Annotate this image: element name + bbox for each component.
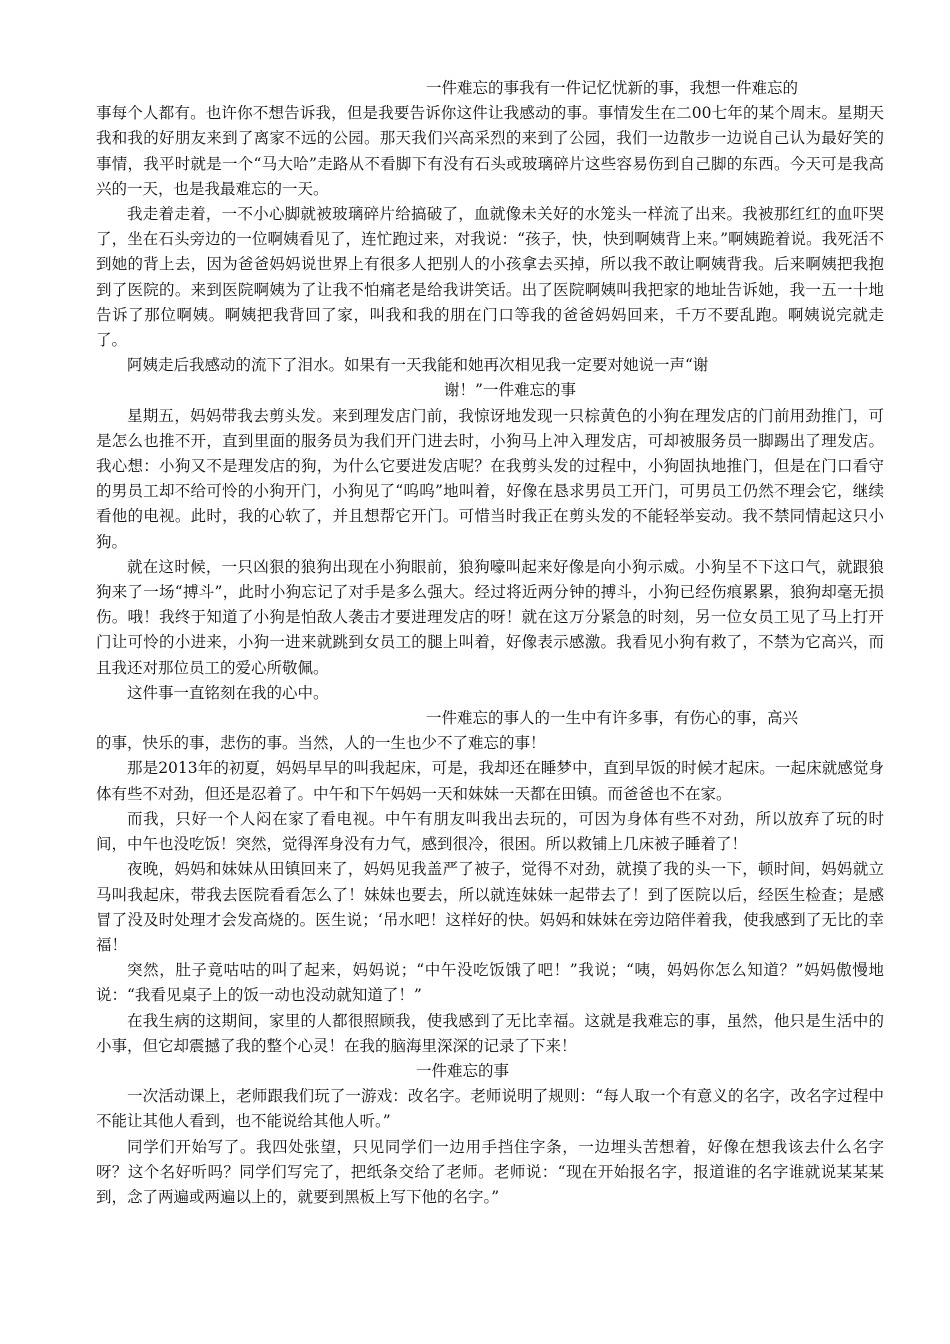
essay-2-lead: 谢！”一件难忘的事: [444, 381, 576, 400]
essay-4-title: 一件难忘的事: [416, 1061, 510, 1080]
essay-1-paragraph: 事每个人都有。也许你不想告诉我，但是我要告诉你这件让我感动的事。事情发生在二00七年的某个周末。星期天我和我的好朋友来到了离家不远的公园。那天我们兴高采烈的来到了公园，我们一边散步一边说自己认为最好笑的事情，我平时就是一个“马大哈”走路从不看脚下有没有石头或玻璃碎片这些容易伤到自己脚的东西。今天可是我高兴的一天，也是我最难忘的一天。: [96, 104, 884, 198]
essay-1-paragraph: 阿姨走后我感动的流下了泪水。如果有一天我能和她再次相见我一定要对她说一声“谢: [127, 356, 709, 375]
essay-1-paragraph: 我走着走着，一不小心脚就被玻璃碎片给搞破了，血就像未关好的水笼头一样流了出来。我被那红红的血吓哭了，坐在石头旁边的一位啊姨看见了，连忙跑过来，对我说：“孩子，快，快到啊姨背上来。”啊姨跪着说。我死活不到她的背上去，因为爸爸妈妈说世界上有很多人把别人的小孩拿去买掉，所以我不敢让啊姨背我。后来啊姨把我抱到了医院的。来到医院啊姨为了让我不怕痛老是给我讲笑话。出了医院啊姨叫我把家的地址告诉她，我一五一十地告诉了那位啊姨。啊姨把我背回了家，叫我和我的朋在门口等我的爸爸妈妈回来，千万不要乱跑。啊姨说完就走了。: [96, 205, 884, 350]
essay-2-paragraph: 这件事一直铭刻在我的心中。: [127, 683, 329, 702]
essay-2-paragraph: 就在这时候，一只凶狠的狼狗出现在小狗眼前，狼狗嚎叫起来好像是向小狗示威。小狗呈不下这口气，就跟狼狗来了一场“搏斗”，此时小狗忘记了对手是多么强大。经过将近两分钟的搏斗，小狗已经伤痕累累，狼狗却毫无损伤。哦！我终于知道了小狗是怕敌人袭击才要进理发店的呀！就在这万分紧急的时刻，另一位女员工见了马上打开门让可怜的小进来，小狗一进来就跳到女员工的腿上叫着，好像表示感激。我看见小狗有救了，不禁为它高兴，而且我还对那位员工的爱心所敬佩。: [96, 557, 884, 677]
essay-4-paragraph: 一次活动课上，老师跟我们玩了一游戏：改名字。老师说明了规则：“每人取一个有意义的名字，改名字过程中不能让其他人看到，也不能说给其他人听。”: [96, 1087, 884, 1131]
essay-3-paragraph: 突然，肚子竟咕咕的叫了起来，妈妈说；“中午没吃饭饿了吧！”我说；“咦，妈妈你怎么知道？”妈妈傲慢地说：“我看见桌子上的饭一动也没动就知道了！”: [96, 961, 884, 1005]
essay-3-lead: 一件难忘的事人的一生中有许多事，有伤心的事，高兴: [426, 709, 799, 728]
essay-3-paragraph: 的事，快乐的事，悲伤的事。当然，人的一生也少不了难忘的事！: [96, 734, 546, 753]
essay-4-paragraph: 同学们开始写了。我四处张望，只见同学们一边用手挡住字条，一边埋头苦想着，好像在想我该去什么名字呀？这个名好听吗？同学们写完了，把纸条交给了老师。老师说：“现在开始报名字，报道谁的名字谁就说某某某到，念了两遍或两遍以上的，就要到黑板上写下他的名字。”: [96, 1137, 884, 1206]
essay-3-paragraph: 那是2013年的初夏，妈妈早早的叫我起床，可是，我却还在睡梦中，直到早饭的时候才起床。一起床就感觉身体有些不对劲，但还是忍着了。中午和下午妈妈一天和妹妹一天都在田镇。而爸爸也不在家。: [96, 759, 884, 803]
essay-2-paragraph: 星期五，妈妈带我去剪头发。来到理发店门前，我惊讶地发现一只棕黄色的小狗在理发店的门前用劲推门，可是怎么也推不开，直到里面的服务员为我们开门进去时，小狗马上冲入理发店，可却被服务员一脚踢出了理发店。我心想：小狗又不是理发店的狗，为什么它要进发店呢？在我剪头发的过程中，小狗固执地推门，但是在门口看守的男员工却不给可怜的小狗开门，小狗见了“呜呜”地叫着，好像在恳求男员工开门，可男员工仍然不理会它，继续看他的电视。此时，我的心软了，并且想帮它开门。可惜当时我正在剪头发的不能轻举妄动。我不禁同情起这只小狗。: [96, 406, 884, 551]
essay-3-paragraph: 夜晚，妈妈和妹妹从田镇回来了，妈妈见我盖严了被子，觉得不对劲，就摸了我的头一下，顿时间，妈妈就立马叫我起床，带我去医院看看怎么了！妹妹也要去，所以就连妹妹一起带去了！到了医院以后，经医生检查；是感冒了没及时处理才会发高烧的。医生说；‘吊水吧！这样好的快。妈妈和妹妹在旁边陪伴着我，使我感到了无比的幸福！: [96, 860, 884, 954]
essay-3-paragraph: 而我，只好一个人闷在家了看电视。中午有朋友叫我出去玩的，可因为身体有些不对劲，所以放弃了玩的时间，中午也没吃饭！突然，觉得浑身没有力气，感到很冷，很困。所以救铺上几床被子睡着了！: [96, 809, 884, 854]
essay-1-lead: 一件难忘的事我有一件记忆忧新的事，我想一件难忘的: [426, 79, 799, 97]
essay-3-paragraph: 在我生病的这期间，家里的人都很照顾我，使我感到了无比幸福。这就是我难忘的事，虽然，他只是生活中的小事，但它却震撼了我的整个心灵！在我的脑海里深深的记录了下来！: [96, 1011, 884, 1055]
